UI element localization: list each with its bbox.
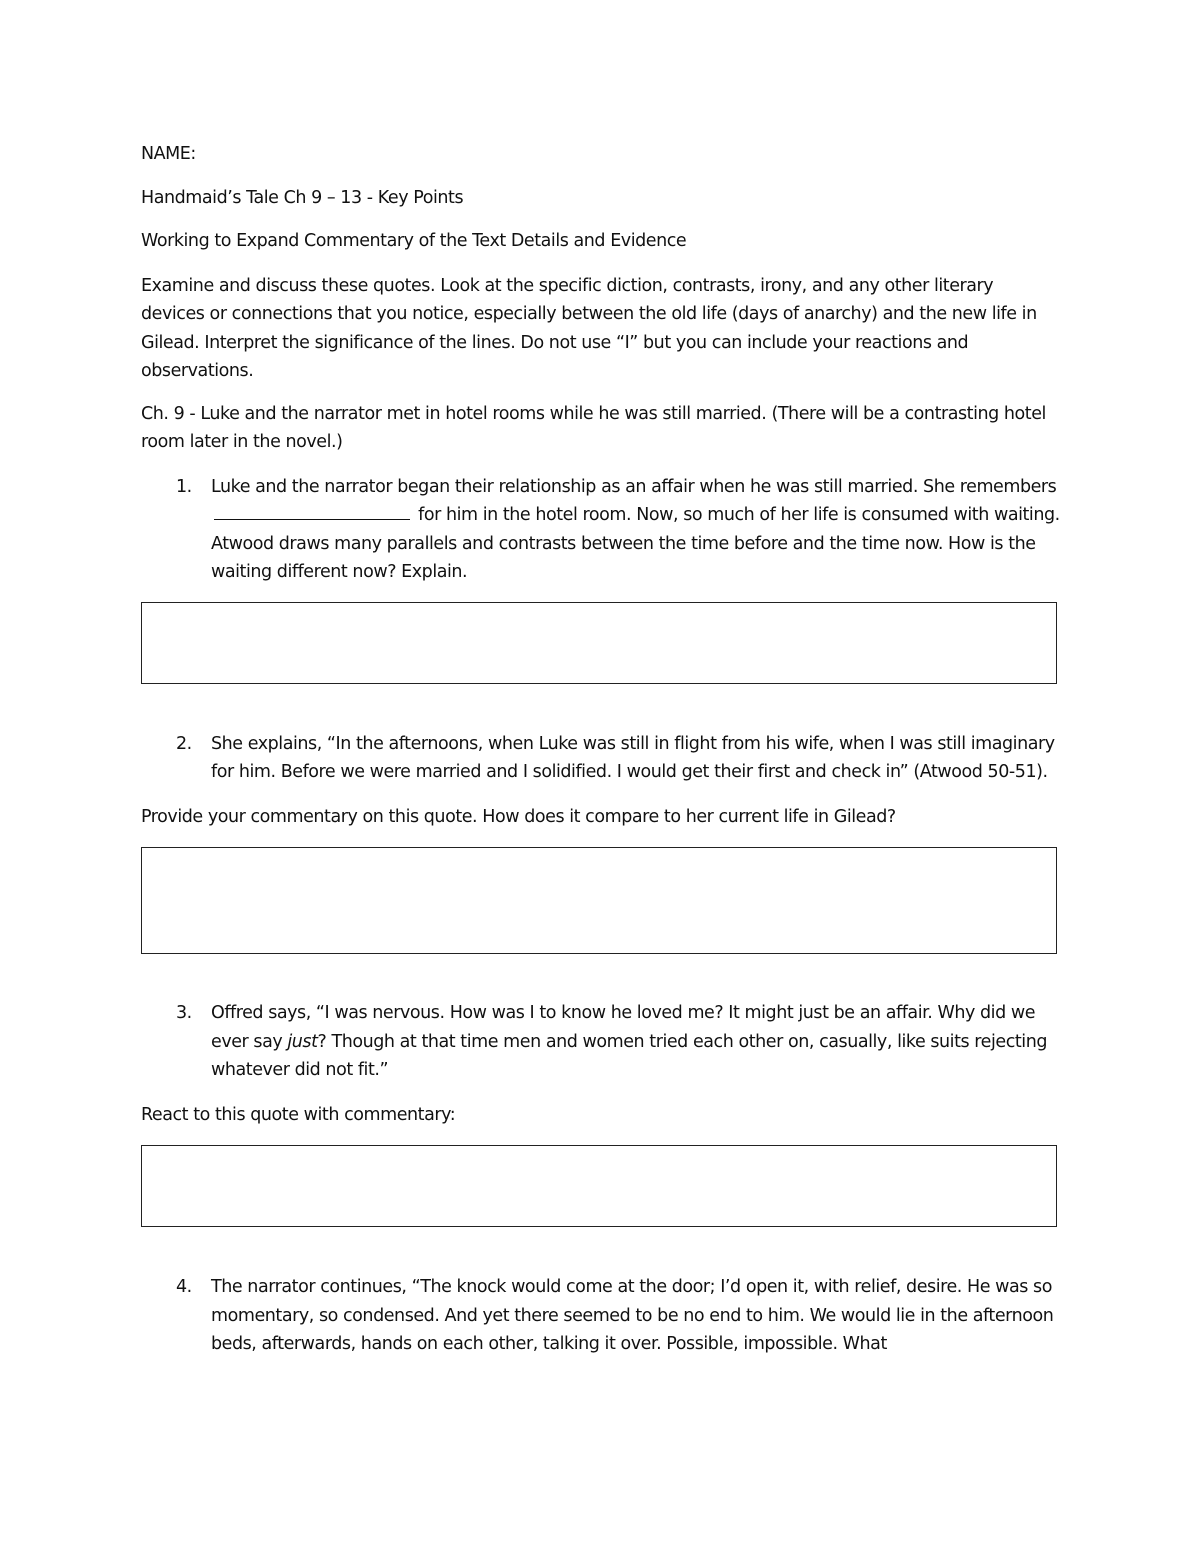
emphasized-word: just <box>287 1031 318 1052</box>
question-3-prompt: React to this quote with commentary: <box>141 1104 456 1125</box>
question-2-prompt: Provide your commentary on this quote. How does it compare to her current life in Gilead? <box>141 806 896 827</box>
worksheet-title: Handmaid’s Tale Ch 9 – 13 - Key Points <box>141 187 464 208</box>
instructions: Examine and discuss these quotes. Look at the specific diction, contrasts, irony, and any other literary devices or connections that you notice, especially between the old life (days of anarchy) and the new life in Gilead. Interpret the significance of the lines. Do not use “I” but you can include your reactions and observations. <box>141 275 1037 381</box>
chapter-intro: Ch. 9 - Luke and the narrator met in hotel rooms while he was still married. (There will be a contrasting hotel room later in the novel.) <box>141 403 1046 452</box>
worksheet-subtitle: Working to Expand Commentary of the Text Details and Evidence <box>141 231 687 251</box>
question-4 <box>141 1273 1061 1359</box>
question-number: 1. <box>176 476 192 497</box>
question-2 <box>141 730 1061 787</box>
question-text-before-blank: Luke and the narrator began their relationship as an affair when he was still married. She remembers <box>211 476 1057 497</box>
name-label: NAME: <box>141 144 196 164</box>
question-text <box>211 473 1061 587</box>
question-text-before-italic: Offred says, “I was nervous. How was I to know he loved me? It might just be an affair. Why did we ever say <box>211 1003 1036 1052</box>
question-text: The narrator continues, “The knock would come at the door; I’d open it, with relief, desire. He was so momentary, so condensed. And yet there seemed to be no end to him. We would lie in the afternoon beds, afterwards, hands on each other, talking it over. Possible, impossible. What <box>211 1277 1054 1354</box>
answer-box-3[interactable] <box>141 1145 1057 1227</box>
question-1 <box>141 473 1061 587</box>
answer-box-1[interactable] <box>141 602 1057 684</box>
question-text-after-blank: for him in the hotel room. Now, so much of her life is consumed with waiting. Atwood draws many parallels and contrasts between the time before and the time now. How is the waiting different now? Explain. <box>211 505 1060 582</box>
question-number: 2. <box>176 733 192 754</box>
question-number: 3. <box>176 1003 192 1023</box>
question-number: 4. <box>176 1277 192 1297</box>
question-text-after-italic: ? Though at that time men and women tried each other on, casually, like suits rejecting whatever did not fit.” <box>211 1031 1047 1080</box>
question-text: She explains, “In the afternoons, when Luke was still in flight from his wife, when I was still imaginary for him. Before we were married and I solidified. I would get their first and check in” (Atwood 50-51). <box>211 733 1055 782</box>
answer-box-2[interactable] <box>141 847 1057 954</box>
fill-in-blank[interactable] <box>214 501 410 520</box>
question-3 <box>141 999 1061 1085</box>
worksheet-page <box>141 140 1061 1359</box>
question-text <box>211 999 1061 1085</box>
